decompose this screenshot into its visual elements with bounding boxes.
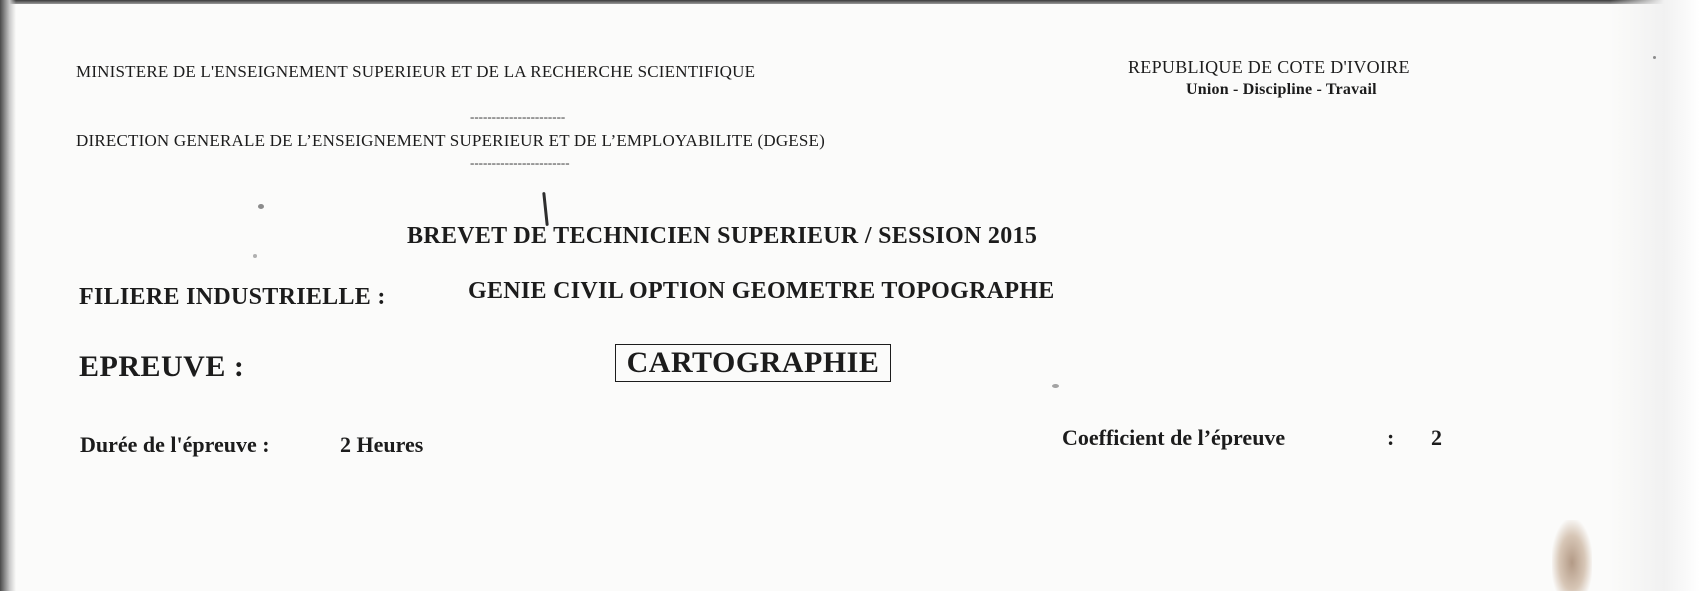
subject-title: CARTOGRAPHIE — [615, 344, 891, 382]
filiere-label: FILIERE INDUSTRIELLE : — [79, 284, 386, 310]
coefficient-colon: : — [1387, 425, 1395, 450]
paper-stain — [1552, 520, 1592, 591]
national-motto: Union - Discipline - Travail — [1186, 81, 1377, 98]
separator-line: ----------------------- — [470, 155, 570, 170]
ministry-name: MINISTERE DE L'ENSEIGNEMENT SUPERIEUR ET DE LA RECHERCHE SCIENTIFIQUE — [76, 62, 756, 81]
speck — [1052, 384, 1059, 388]
speck — [1653, 56, 1656, 59]
session-title: BREVET DE TECHNICIEN SUPERIEUR / SESSION 2015 — [407, 223, 1038, 249]
republic-name: REPUBLIQUE DE COTE D'IVOIRE — [1128, 57, 1410, 77]
pen-mark — [542, 192, 549, 226]
scan-top-edge — [0, 0, 1700, 4]
scan-right-edge — [1610, 0, 1700, 591]
separator-line: ---------------------- — [470, 109, 566, 124]
coefficient-label: Coefficient de l’épreuve — [1062, 425, 1286, 450]
duration-label: Durée de l'épreuve : — [80, 432, 270, 457]
coefficient-value: 2 — [1431, 425, 1442, 450]
scan-left-edge — [0, 0, 16, 591]
speck — [258, 204, 264, 209]
filiere-value: GENIE CIVIL OPTION GEOMETRE TOPOGRAPHE — [468, 278, 1055, 304]
direction-name: DIRECTION GENERALE DE L’ENSEIGNEMENT SUPERIEUR ET DE L’EMPLOYABILITE (DGESE) — [76, 131, 825, 150]
speck — [253, 254, 257, 258]
epreuve-label: EPREUVE : — [79, 350, 245, 383]
duration-value: 2 Heures — [340, 432, 424, 457]
